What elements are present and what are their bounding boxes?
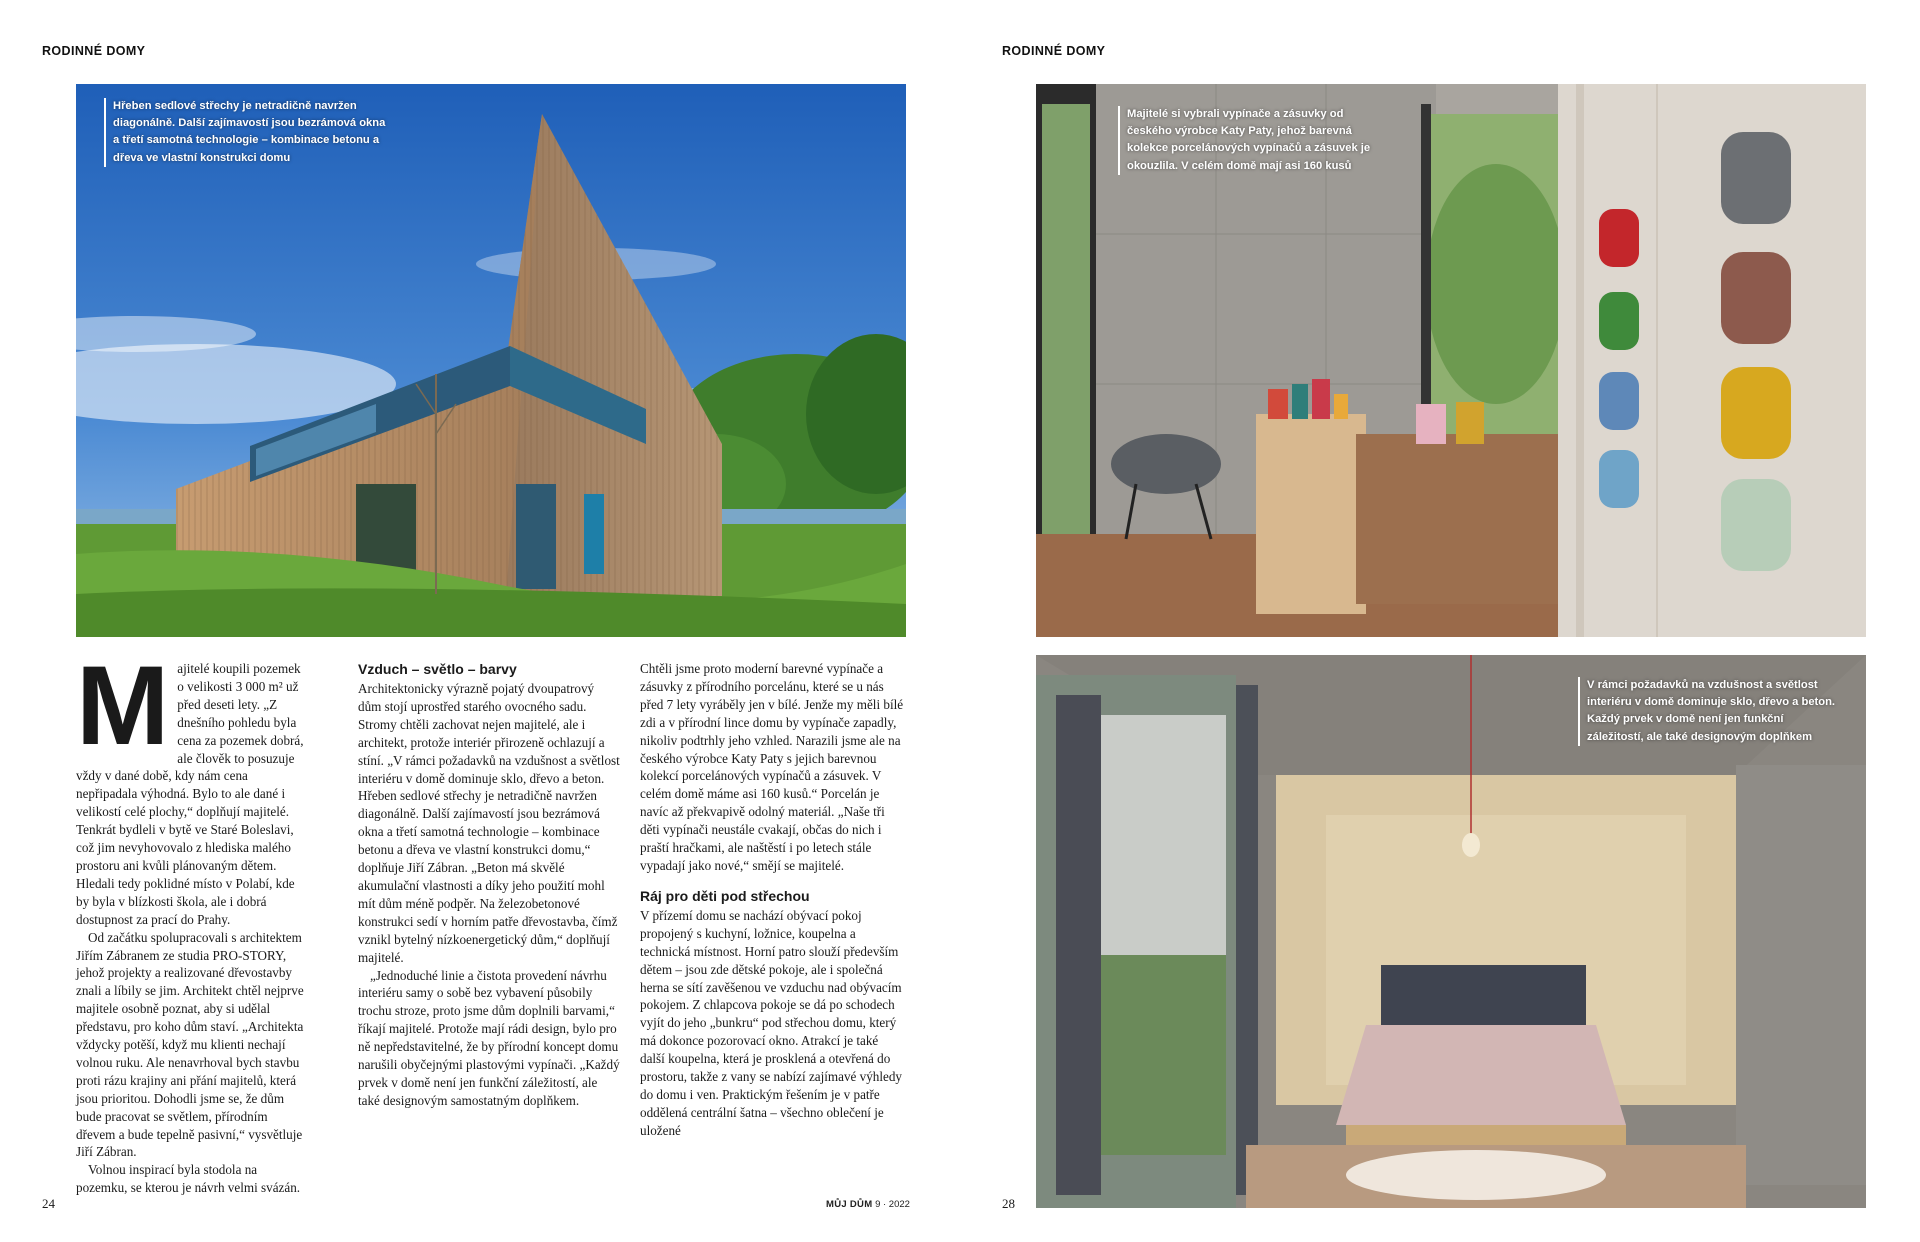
paragraph: Architektonicky výrazně pojatý dvoupatrový dům stojí uprostřed starého ovocného sadu. Stromy chtěli zachovat nejen majitelé, ale i architekt, protože interiér přirozeně ochlazují a stíní. „V rámci požadavků na vzdušnost a světlost interiéru v domě dominuje sklo, dřevo a beton. Hřeben sedlové střechy je netradičně navržen diagonálně. Další zajímavostí jsou bezrámová okna a třetí samotná technologie – kombinace betonu a dřeva ve vlastní konstrukci domu,“ doplňuje Jiří Zábran. „Beton má skvělé akumulační vlastnosti a díky jeho použití mohl mít dům méně podpěr. Na železobetonové konstrukci sedí v horním patře dřevostavba, čímž vznikl bytelný nízkoenergetický dům,“ doplňují majitelé.	[358, 681, 620, 965]
photo-caption: Majitelé si vybrali vypínače a zásuvky od českého výrobce Katy Paty, jehož barevná kolekce porcelánových vypínačů a zásuvek je okouzlila. V celém domě mají asi 160 kusů	[1118, 106, 1377, 175]
living-room-photo	[1036, 84, 1866, 637]
section-label: RODINNÉ DOMY	[1002, 44, 1106, 58]
right-page	[950, 0, 1920, 1242]
page-number: 24	[42, 1196, 55, 1211]
subheading: Vzduch – světlo – barvy	[358, 661, 517, 677]
section-label: RODINNÉ DOMY	[42, 44, 146, 58]
subheading: Ráj pro děti pod střechou	[640, 887, 810, 904]
house-exterior-photo	[76, 84, 906, 637]
house-exterior-illustration	[76, 84, 906, 637]
photo-caption: V rámci požadavků na vzdušnost a světlost interiéru v domě dominuje sklo, dřevo a beton. Každý prvek v domě není jen funkční záležitostí, ale také designovým doplňkem	[1578, 677, 1837, 746]
brand-name: MŮJ DŮM	[826, 1199, 873, 1210]
drop-cap: M	[76, 643, 170, 768]
article-column-1	[76, 643, 310, 1197]
paragraph: Volnou inspirací byla stodola na pozemku, se kterou je návrh velmi svázán.	[76, 1162, 301, 1196]
issue-number: 9 · 2022	[875, 1199, 910, 1210]
lead-text: ajitelé koupili pozemek o velikosti 3 000 m² už před deseti lety. „Z dnešního pohledu byla cena za pozemek dobrá, ale člověk to posuzuje vždy v dané době, kdy nám cena nepřipadala výhodná. Bylo to ale dané i velikostí celé plochy,“ doplňují majitelé. Tenkrát bydleli v bytě ve Staré Boleslavi, což jim nevyhovovalo z hlediska malého prostoru ani kvůli plánovaným dětem. Hledali tedy poklidné místo v Polabí, kde by byla v blízkosti škola, ale i dobrá dostupnost za prací do Prahy.	[76, 661, 304, 927]
page-number: 28	[1002, 1196, 1015, 1211]
bedroom-photo	[1036, 655, 1866, 1208]
lead-paragraph	[76, 643, 310, 929]
article-column-2	[358, 660, 620, 1110]
paragraph: V přízemí domu se nachází obývací pokoj propojený s kuchyní, ložnice, koupelna a technická místnost. Horní patro slouží především dětem – jsou zde dětské pokoje, ale i společná herna se sítí zavěšenou ve vzduchu nad obývacím pokojem. Z chlapcova pokoje se dá po schodech vyjít do jeho „bunkru“ pod střechou domu, který má dokonce pozorovací okno. Atrakcí je také další koupelna, která je prosklená a otevřená do prostoru, takže z vany se nabízí zajímavé výhledy do domu i ven. Praktickým řešením je v patře oddělená centrální šatna – všechno oblečení je uložené	[640, 907, 902, 1138]
photo-caption: Hřeben sedlové střechy je netradičně navržen diagonálně. Další zajímavostí jsou bezrámová okna a třetí samotná technologie – kombinace betonu a dřeva ve vlastní konstrukci domu	[104, 98, 393, 167]
article-column-3	[640, 660, 906, 1140]
paragraph: Chtěli jsme proto moderní barevné vypínače a zásuvky z přírodního porcelánu, které se u nás před 7 lety vyráběly jen v bílé. Jenže my měli bílé zdi a v přírodní lince domu by vypínače zapadly, nikoliv podtrhly jeho vzhled. Narazili jsme ale na českého výrobce Katy Paty s jejich barevnou kolekcí porcelánových vypínačů a zásuvek. V celém domě máme asi 160 kusů.“ Porcelán je navíc až překvapivě odolný materiál. „Naše tři děti vypínači neustále cvakají, občas do nich i praští hračkami, ale naštěstí i po letech stále vypadají jako nové,“ smějí se majitelé.	[640, 661, 904, 873]
magazine-brand	[826, 1199, 910, 1210]
left-page	[0, 0, 950, 1242]
paragraph: Od začátku spolupracovali s architektem Jiřím Zábranem ze studia PRO-STORY, jehož projekty a realizované dřevostavby znali a líbily se jim. Architekt chtěl nejprve majitele osobně poznat, aby si udělal představu, pro koho dům staví. „Architekta vždycky potěší, když mu klienti nechají volnou ruku. Ale nenavrhoval bych stavbu proti rázu krajiny ani přání majitelů, která jsou prioritou. Dohodli jsme se, že dům bude pracovat se světlem, přírodním dřevem a bude tepelně pasivní,“ vysvětluje Jiří Zábran.	[76, 929, 304, 1160]
paragraph: „Jednoduché linie a čistota provedení návrhu interiéru samy o sobě bez vybavení působily trochu stroze, proto jsme dům doplnili barvami,“ říkají majitelé. Protože mají rádi design, bylo pro ně nepředstavitelné, že by přírodní koncept domu narušili obyčejnými plastovými vypínači. „Každý prvek v domě není jen funkční záležitostí, ale také designovým samostatným doplňkem.	[358, 967, 620, 1108]
